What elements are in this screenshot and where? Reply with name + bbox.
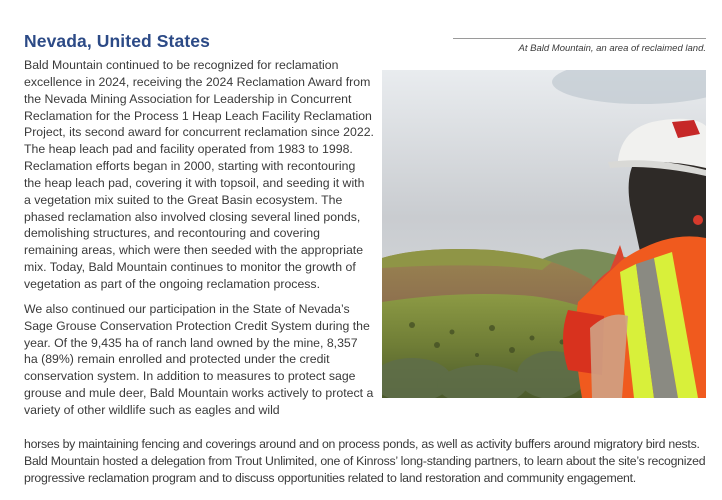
photo-caption: At Bald Mountain, an area of reclaimed land.: [518, 43, 706, 54]
body-text-column: [24, 57, 374, 419]
paragraph-sage-grouse: We also continued our participation in the State of Nevada’s Sage Grouse Conservation Protection Credit System during the year. Of the 9,435 ha of ranch land owned by the mine, 8,357 ha (89%) remain enrolled and protected under the credit conservation system. In addition to measures to protect sage grouse and mule deer, Bald Mountain works actively to protect a variety of other wildlife such as eagles and wild: [24, 301, 374, 417]
section-title: Nevada, United States: [24, 31, 210, 51]
caption-divider: [453, 38, 706, 39]
continuation-text: [24, 436, 714, 487]
paragraph-continuation: horses by maintaining fencing and coverings around and on process ponds, as well as activity buffers around migratory bird nests. Bald Mountain hosted a delegation from Trout Unlimited, one of Kinross’ long-standing partners, to learn about the site’s recognized progressive reclamation program and to discuss opportunities related to land restoration and community engagement.: [24, 437, 706, 485]
reclaimed-land-photo: [382, 70, 706, 398]
paragraph-reclamation-award: Bald Mountain continued to be recognized for reclamation excellence in 2024, receiving the 2024 Reclamation Award from the Nevada Mining Association for Leadership in Concurrent Reclamation for the Process 1 Heap Leach Facility Reclamation Project, its second award for concurrent reclamation since 2022. The heap leach pad and facility operated from 1983 to 1998. Reclamation efforts began in 2000, starting with recontouring the heap leach pad, covering it with topsoil, and seeding it with a vegetation mix suited to the Great Basin ecosystem. The phased reclamation also involved closing several lined ponds, demolishing structures, and recontouring and covering remaining areas, which were then seeded with the appropriate mix. Today, Bald Mountain continues to monitor the growth of vegetation as part of the ongoing reclamation process.: [24, 58, 374, 291]
